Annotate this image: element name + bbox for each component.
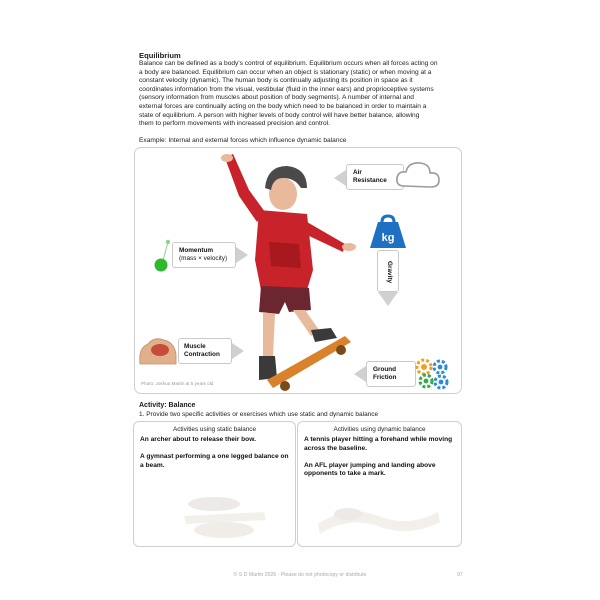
weight-label: kg <box>381 232 395 244</box>
intro-line: state of equilibrium. A person with higher levels of body control will have better balance, allowing <box>139 111 420 119</box>
muscle-line1: Muscle <box>184 343 206 350</box>
gravity-label <box>377 250 399 292</box>
intro-line: Balance can be defined as a body's control of equilibrium. Equilibrium occurs when all forces acting on <box>139 60 438 67</box>
wheel <box>336 345 346 355</box>
intro-line: coordinates information from the visual, vestibular (fluid in the inner ears) and proprioceptive systems <box>139 85 434 93</box>
activity-title: Activity: Balance <box>139 402 196 409</box>
answer-text: An AFL player jumping and landing above opponents to take a mark. <box>304 461 436 478</box>
left-leg <box>263 312 275 358</box>
section-heading: Equilibrium <box>139 51 181 60</box>
momentum-label <box>172 242 236 268</box>
intro-line: them to perform movements with increased precision and control. <box>139 120 330 128</box>
intro-line: (sensory information from muscles about position of body segments). A number of internal and <box>139 94 414 102</box>
intro-paragraph <box>139 60 464 129</box>
page-number: 97 <box>457 572 463 578</box>
athlete-watermark-image <box>308 494 448 542</box>
right-arm <box>305 222 345 252</box>
muscle-arrow-icon <box>232 343 244 359</box>
intro-line: constant velocity (dynamic). The human body is continually adjusting its position in space as it <box>139 77 413 85</box>
example-caption: Example: Internal and external forces which influence dynamic balance <box>139 137 347 144</box>
skateboard-deck <box>267 336 351 388</box>
momentum-title: Momentum <box>179 247 214 254</box>
static-balance-header: Activities using static balance <box>172 426 257 433</box>
wheel <box>280 381 290 391</box>
answer-text: An archer about to release their bow. <box>140 436 256 443</box>
ground-friction-label <box>366 361 416 387</box>
ground-arrow-icon <box>354 366 366 382</box>
static-balance-answers <box>140 436 289 470</box>
momentum-arrow-icon <box>236 247 248 263</box>
intro-line: a body are balanced. Equilibrium can occur when an object is stationary (static) or when moving at a <box>139 68 432 76</box>
answer-text: A tennis player hitting a forehand while moving across the baseline. <box>304 436 453 452</box>
muscle-contraction-label <box>178 338 232 364</box>
air-arrow-icon <box>334 170 346 186</box>
photo-credit: Photo: Joshua Martin at 5 years old <box>141 381 214 386</box>
muscle-line2: Contraction <box>184 351 220 358</box>
cloud-icon <box>396 160 440 190</box>
gravity-text: Gravity <box>386 260 393 284</box>
answer-text: A gymnast performing a one legged balance on a beam. <box>140 453 289 469</box>
intro-line: external forces are continually acting on the body which need to be balanced in order to maintain a <box>139 102 427 110</box>
gravity-arrow-icon <box>378 292 398 306</box>
gears-icon <box>412 355 452 391</box>
air-resistance-line2: Resistance <box>353 177 387 184</box>
activity-question: 1. Provide two specific activities or exercises which use static and dynamic balance <box>139 411 379 418</box>
ground-line1: Ground <box>373 366 397 373</box>
arm-muscle-icon <box>136 334 182 368</box>
right-hand <box>342 243 356 251</box>
static-balance-box <box>133 421 296 547</box>
dynamic-balance-answers <box>304 436 455 479</box>
air-resistance-line1: Air <box>353 169 362 176</box>
dynamic-balance-header: Activities using dynamic balance <box>333 426 426 433</box>
momentum-subtitle: (mass × velocity) <box>179 255 228 262</box>
shirt-print <box>269 242 301 268</box>
left-hand <box>221 154 233 162</box>
gymnast-watermark-image <box>164 492 274 542</box>
right-shoe <box>311 328 337 342</box>
shorts <box>259 286 311 314</box>
dynamic-balance-box <box>297 421 462 547</box>
weight-icon <box>368 214 408 250</box>
ground-line2: Friction <box>373 374 397 381</box>
copyright-footer: © S D Martin 2026 - Please do not photocopy or distribute <box>233 572 367 578</box>
